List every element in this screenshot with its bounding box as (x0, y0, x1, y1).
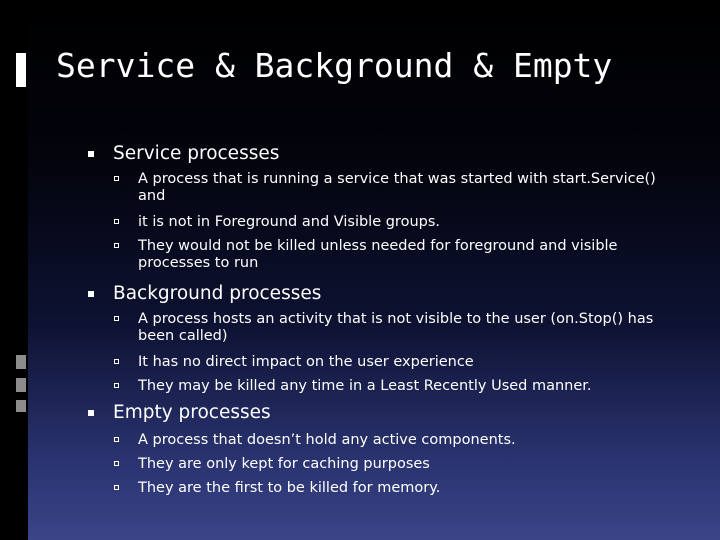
hollow-square-bullet-icon (114, 316, 119, 321)
square-bullet-icon (88, 410, 94, 416)
side-accent-block-2 (16, 378, 26, 392)
hollow-square-bullet-icon (114, 176, 119, 181)
hollow-square-bullet-icon (114, 243, 119, 248)
hollow-square-bullet-icon (114, 461, 119, 466)
hollow-square-bullet-icon (114, 485, 119, 490)
side-accent-block-1 (16, 355, 26, 369)
slide-title: Service & Background & Empty (56, 46, 613, 85)
side-accent-block-3 (16, 400, 26, 412)
square-bullet-icon (88, 291, 94, 297)
hollow-square-bullet-icon (114, 359, 119, 364)
hollow-square-bullet-icon (114, 219, 119, 224)
hollow-square-bullet-icon (114, 437, 119, 442)
title-accent-bar (16, 53, 26, 87)
hollow-square-bullet-icon (114, 383, 119, 388)
square-bullet-icon (88, 151, 94, 157)
